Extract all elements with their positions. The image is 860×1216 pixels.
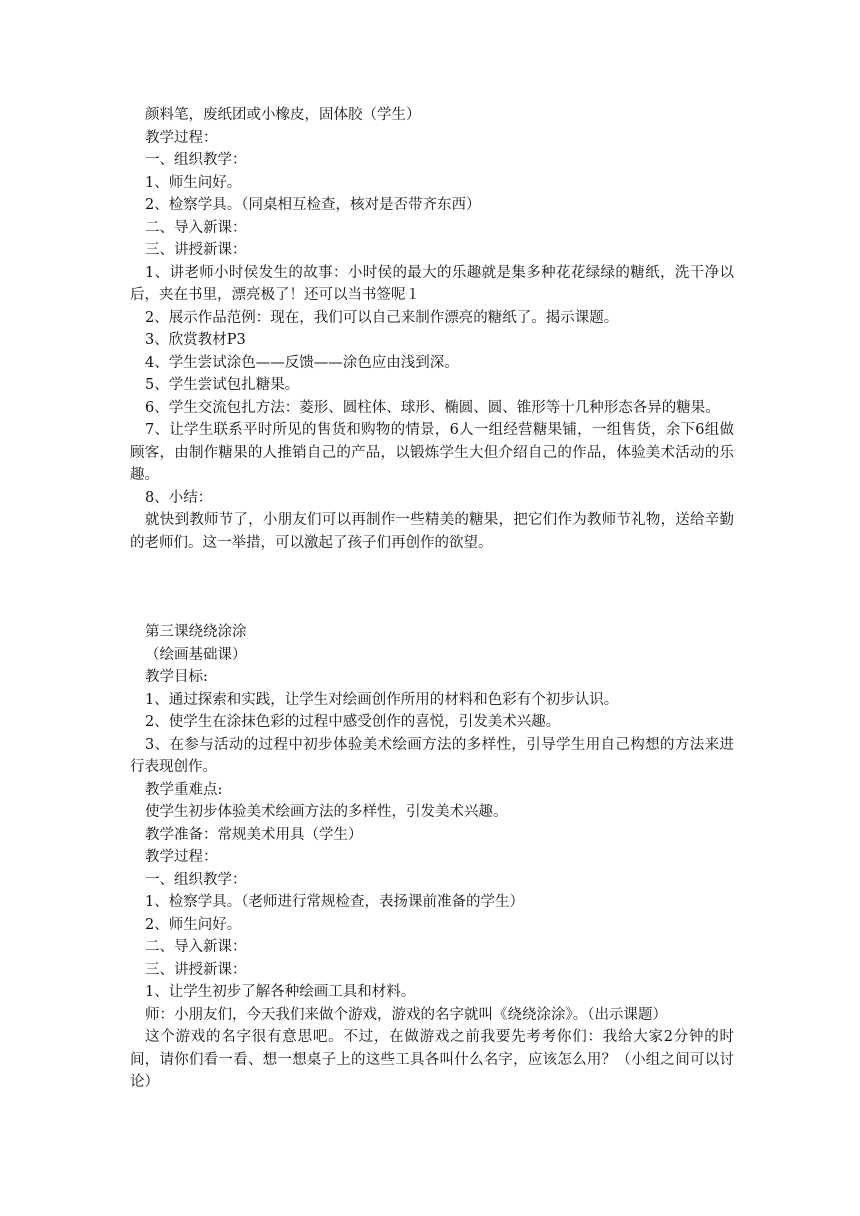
item-check-supplies-2: 1、检察学具。（老师进行常规检查，表扬课前准备的学生） (145, 894, 524, 910)
step-organize-teaching: 一、组织教学： (145, 152, 247, 168)
heading-teaching-goals: 教学目标: (145, 669, 208, 685)
step-organize-teaching-2: 一、组织教学： (145, 871, 247, 888)
item-check-supplies: 2、检察学具。（同桌相互检查，核对是否带齐东西） (145, 197, 481, 213)
key-points-text: 使学生初步体验美术绘画方法的多样性，引发美术兴趣。 (145, 804, 508, 820)
materials-line: 颜料笔，废纸团或小橡皮，固体胶（学生） (145, 107, 421, 123)
teacher-question: 这个游戏的名字很有意思吧。不过，在做游戏之前我要先考考你们：我给大家2分钟的时间，请你们看一看、想一想桌子上的这些工具各叫什么名字，应该怎么用？（小组之间可以讨论） (130, 1029, 734, 1090)
item-show-examples: 2、展示作品范例：现在，我们可以自己来制作漂亮的糖纸了。揭示课题。 (145, 309, 619, 326)
teacher-dialogue: 师：小朋友们，今天我们来做个游戏，游戏的名字就叫《绕绕涂涂》。（出示课题） (145, 1006, 667, 1023)
step-introduce-lesson: 二、导入新课： (145, 219, 247, 236)
teaching-preparation: 教学准备：常规美术用具（学生） (145, 826, 363, 843)
lesson-three (130, 621, 734, 1094)
item-learn-tools: 1、让学生初步了解各种绘画工具和材料。 (145, 984, 416, 1000)
step-introduce-lesson-2: 二、导入新课： (145, 939, 247, 955)
item-teacher-story: 1、讲老师小时侯发生的故事：小时侯的最大的乐趣就是集多种花花绿绿的糖纸，洗干净以后，夹在书里，漂亮极了！还可以当书签呢１ (130, 264, 734, 303)
item-try-coloring: 4、学生尝试涂色——反馈——涂色应由浅到深。 (145, 354, 459, 371)
heading-key-points: 教学重难点: (145, 781, 223, 798)
item-candy-shop: 7、让学生联系平时所见的售货和购物的情景，6人一组经营糖果铺，一组售货，余下6组做顾客，由制作糖果的人推销自己的产品，以锻炼学生大但介绍自己的作品，体验美术活动的乐趣。 (130, 422, 734, 483)
item-greeting-2: 2、师生问好。 (145, 916, 242, 933)
summary-text: 就快到教师节了，小朋友们可以再制作一些精美的糖果，把它们作为教师节礼物，送给辛勤的老师们。这一举措，可以激起了孩子们再创作的欲望。 (130, 512, 734, 551)
step-teach-new-lesson-2: 三、讲授新课： (145, 961, 247, 978)
heading-teaching-process-2: 教学过程： (145, 849, 218, 865)
item-summary: 8、小结： (145, 489, 213, 506)
goal-one: 1、通过探索和实践，让学生对绘画创作所用的材料和色彩有个初步认识。 (145, 691, 619, 708)
item-share-methods: 6、学生交流包扎方法：菱形、圆柱体、球形、椭圆、圆、锥形等十几种形态各异的糖果。 (145, 399, 720, 416)
goal-three: 3、在参与活动的过程中初步体验美术绘画方法的多样性，引导学生用自己构想的方法来进行表现创作。 (130, 736, 734, 775)
item-appreciate-textbook: 3、欣赏教材P3 (145, 332, 246, 348)
lesson-two-continuation (130, 104, 734, 554)
goal-two: 2、使学生在涂抹色彩的过程中感受创作的喜悦，引发美术兴趣。 (145, 714, 561, 730)
heading-teaching-process: 教学过程： (145, 129, 218, 146)
step-teach-new-lesson: 三、讲授新课： (145, 242, 247, 258)
lesson-type: （绘画基础课） (145, 646, 247, 663)
item-greeting: 1、师生问好。 (145, 174, 242, 191)
item-try-wrapping: 5、学生尝试包扎糖果。 (145, 377, 300, 393)
lesson-title: 第三课绕绕涂涂 (145, 624, 247, 640)
